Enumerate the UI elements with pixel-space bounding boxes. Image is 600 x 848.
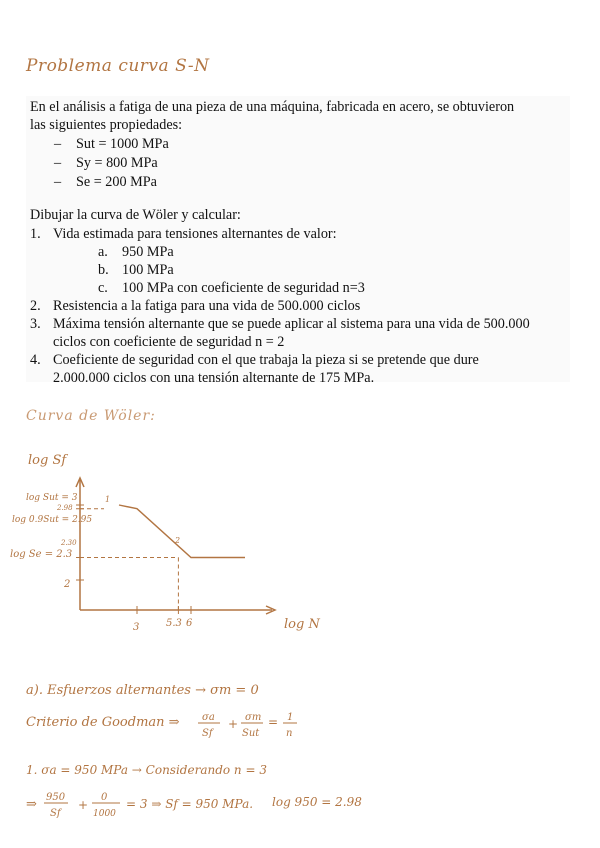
question-text: Resistencia a la fatiga para una vida de 500.000 ciclos [53, 298, 361, 314]
plus-sign: + [78, 798, 89, 812]
question-number: 2. [30, 298, 41, 314]
plus-sign: + [228, 717, 239, 731]
question-text: Vida estimada para tensiones alternantes de valor: [53, 226, 337, 242]
y-annotation-sut-value: 2.98 [57, 504, 73, 512]
y-tick-label: 2 [64, 579, 71, 590]
sn-curve-line [119, 505, 245, 558]
frac-den: Sf [50, 808, 61, 819]
question-number: 4. [30, 352, 41, 368]
frac-num: 1 [287, 712, 294, 723]
intro-line: En el análisis a fatiga de una pieza de una máquina, fabricada en acero, se obtuvieron [30, 99, 515, 115]
point-label: 2 [175, 536, 181, 545]
point-label: 1 [105, 495, 111, 504]
property-bullet: – [54, 136, 62, 152]
frac-num: 0 [101, 792, 108, 803]
x-tick-label: 5.3 [166, 618, 182, 629]
property-item: Sut = 1000 MPa [76, 136, 169, 152]
page-title: Problema curva S-N [26, 56, 210, 76]
woler-heading: Curva de Wöler: [26, 408, 156, 424]
question-text: ciclos con coeficiente de seguridad n = 2 [53, 334, 285, 350]
frac-den: Sf [202, 728, 213, 739]
x-tick-label: 3 [133, 622, 140, 633]
property-bullet: – [54, 155, 62, 171]
question-text: 2.000.000 ciclos con una tensión alternante de 175 MPa. [53, 370, 375, 386]
frac-num: σa [202, 712, 215, 723]
y-annotation-se-value: 2.30 [61, 539, 77, 547]
task-line: Dibujar la curva de Wöler y calcular: [30, 207, 241, 223]
y-annotation-se: log Se = 2.3 [10, 549, 73, 560]
subquestion-text: 100 MPa con coeficiente de seguridad n=3 [122, 280, 365, 296]
subquestion-letter: a. [98, 244, 108, 260]
result-text: = 3 ⇒ Sf = 950 MPa. [126, 797, 254, 811]
subquestion-text: 100 MPa [122, 262, 174, 278]
x-axis-label: log N [284, 617, 320, 632]
equals-sign: = [268, 715, 279, 729]
property-bullet: – [54, 174, 62, 190]
frac-num: σm [245, 712, 262, 723]
problem-statement [26, 96, 570, 386]
question-number: 1. [30, 226, 41, 242]
subquestion-letter: c. [98, 280, 108, 296]
frac-den: n [286, 728, 293, 739]
frac-den: 1000 [93, 809, 116, 819]
note-line-a: a). Esfuerzos alternantes → σm = 0 [26, 683, 259, 698]
y-annotation-09sut: log 0.9Sut = 2.95 [12, 515, 93, 525]
property-item: Sy = 800 MPa [76, 155, 158, 171]
intro-line: las siguientes propiedades: [30, 117, 183, 133]
subquestion-text: 950 MPa [122, 244, 174, 260]
handwritten-notes [0, 668, 600, 848]
y-annotation-sut: log Sut = 3 [26, 493, 78, 503]
y-axis-label: log Sf [28, 453, 67, 468]
note-line-c: 1. σa = 950 MPa → Considerando n = 3 [26, 763, 267, 777]
frac-num: 950 [46, 792, 66, 803]
property-item: Se = 200 MPa [76, 174, 157, 190]
question-text: Máxima tensión alternante que se puede aplicar al sistema para una vida de 500.000 [53, 316, 530, 332]
question-text: Coeficiente de seguridad con el que trabaja la pieza si se pretende que dure [53, 352, 479, 368]
x-tick-label: 6 [186, 618, 193, 629]
woler-chart [0, 440, 600, 680]
frac-den: Sut [242, 728, 260, 739]
question-number: 3. [30, 316, 41, 332]
log-result: log 950 = 2.98 [272, 795, 362, 809]
note-criterio: Criterio de Goodman ⇒ [26, 715, 180, 730]
subquestion-letter: b. [98, 262, 109, 278]
implies-arrow: ⇒ [26, 797, 37, 812]
